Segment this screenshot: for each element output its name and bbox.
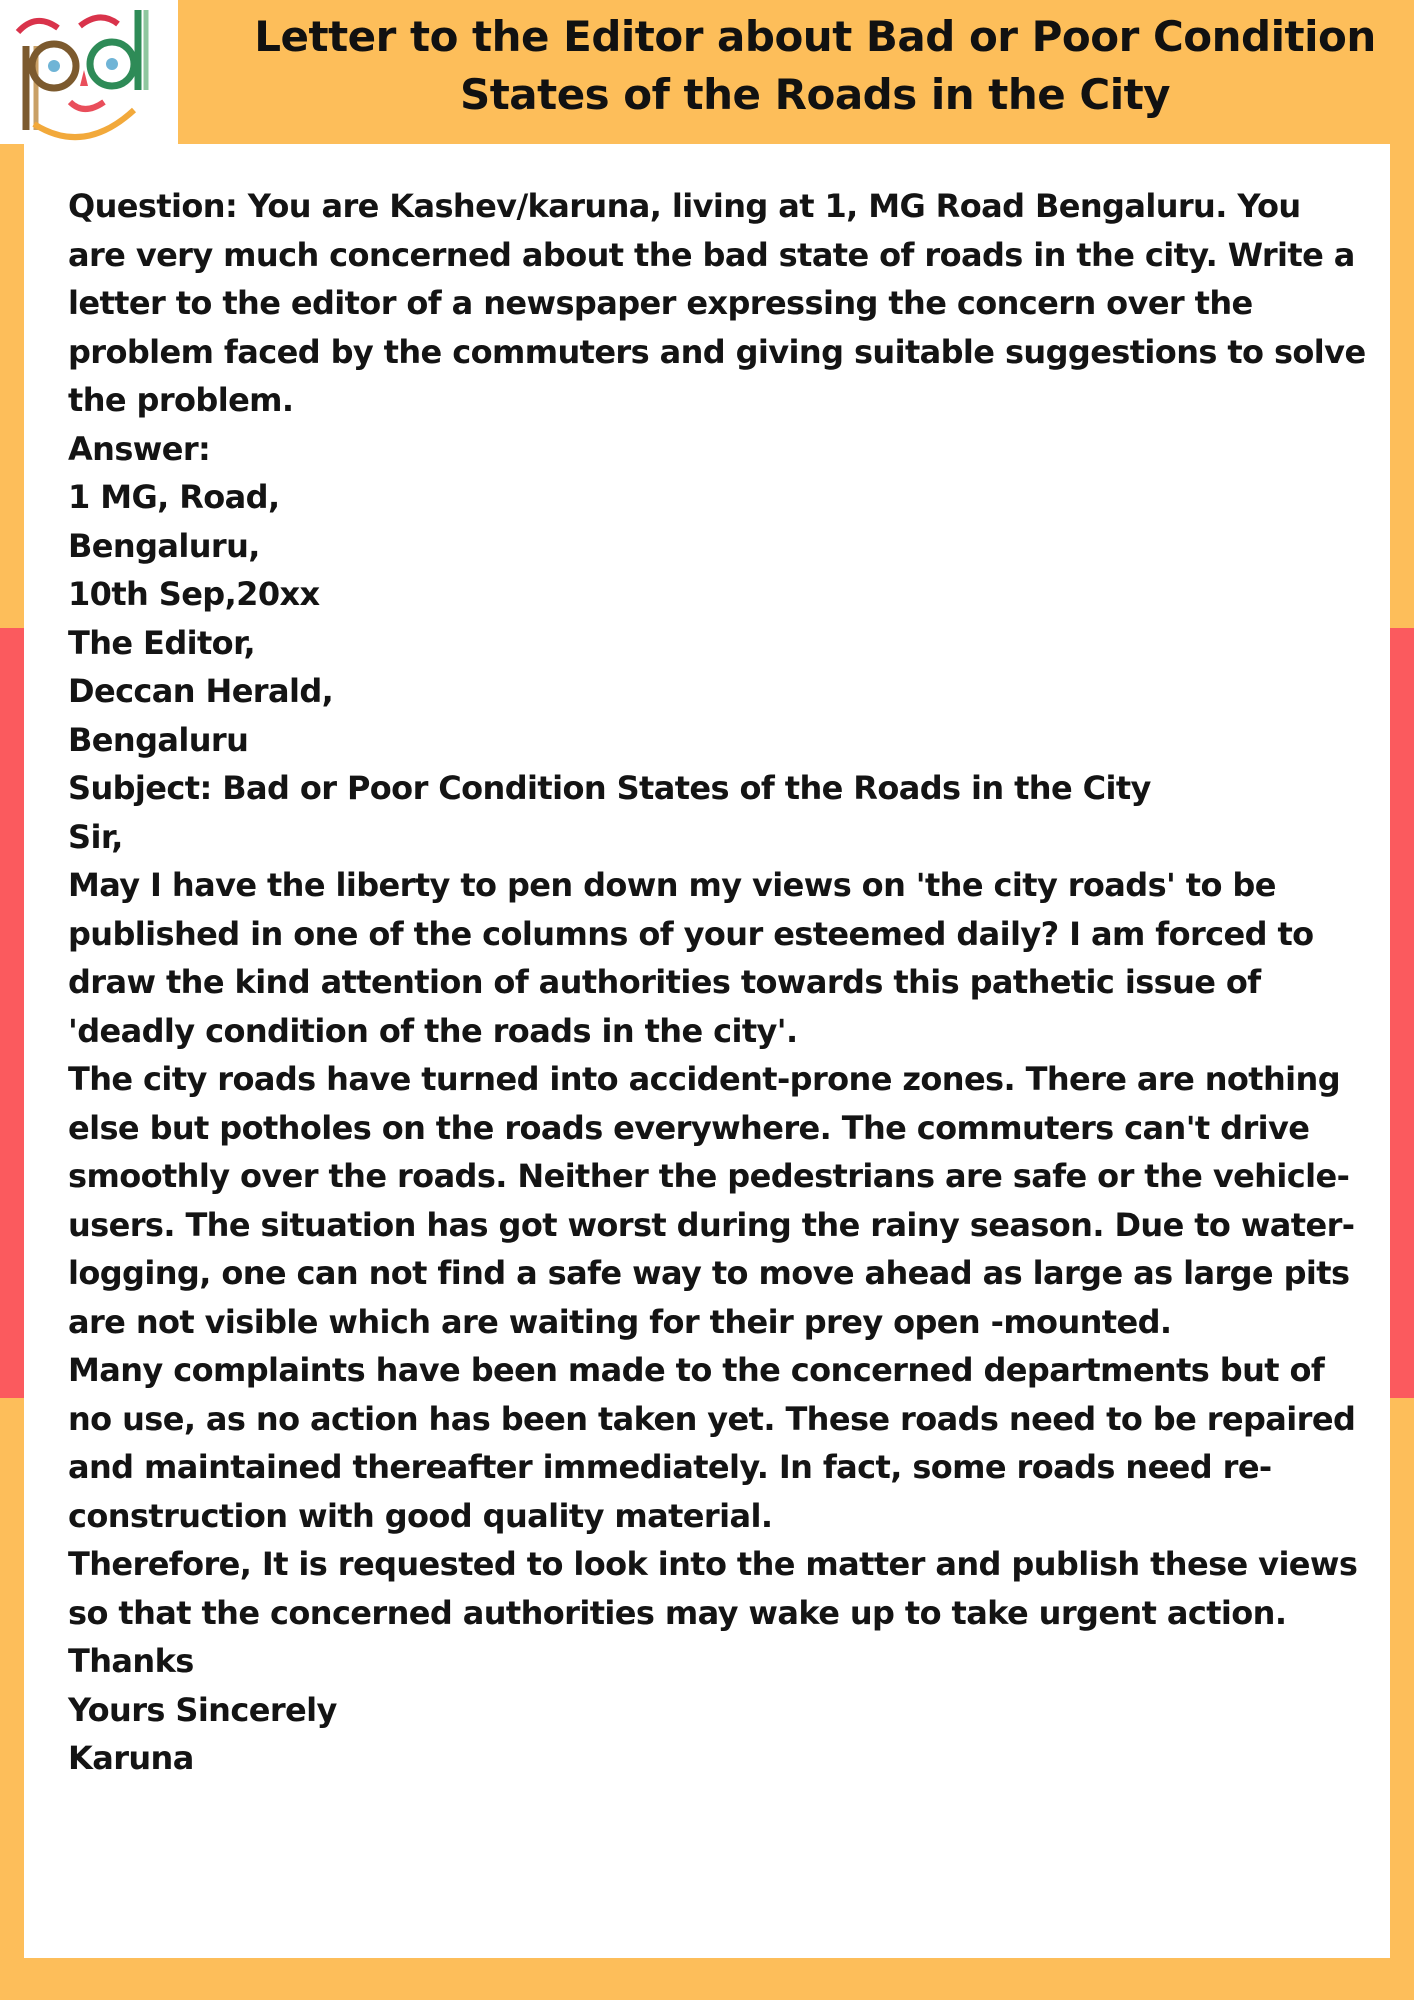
pd-face-logo-icon (14, 6, 164, 146)
right-accent-band (1390, 628, 1414, 1398)
subject-line: Subject: Bad or Poor Condition States of the Roads in the City (68, 769, 1151, 807)
page-title (225, 8, 1405, 124)
title-line-1: Letter to the Editor about Bad or Poor Condition (254, 12, 1376, 61)
recipient-line-1: The Editor, (68, 623, 256, 662)
title-line-2: States of the Roads in the City (459, 70, 1171, 119)
closing-line: Yours Sincerely (68, 1690, 337, 1729)
paragraph-1: May I have the liberty to pen down my views on 'the city roads' to be published in one of the columns of your esteemed daily? I am forced to draw the kind attention of authorities towards this pathetic issue of 'deadly condition of the roads in the city'. (68, 866, 1314, 1050)
answer-label: Answer: (68, 429, 211, 468)
letter-date: 10th Sep,20xx (68, 575, 320, 613)
thanks-line: Thanks (68, 1642, 194, 1680)
salutation: Sir, (68, 817, 123, 856)
question-text: Question: You are Kashev/karuna, living at 1, MG Road Bengaluru. You are very much concerned about the bad state of roads in the city. Write a letter to the editor of a newspaper expressing the concern over the problem faced by the commuters and giving suitable suggestions to solve the problem. (68, 187, 1366, 419)
sender-address-line-2: Bengaluru, (68, 526, 260, 565)
letter-body (68, 182, 1368, 1783)
sender-address-line-1: 1 MG, Road, (68, 478, 280, 516)
letter-card (24, 144, 1390, 1958)
paragraph-4: Therefore, It is requested to look into the matter and publish these views so that the concerned authorities may wake up to take urgent action. (68, 1545, 1358, 1632)
paragraph-3: Many complaints have been made to the concerned departments but of no use, as no action has been taken yet. These roads need to be repaired and maintained thereafter immediately. In fact, some roads need re-construction with good quality material. (68, 1351, 1356, 1535)
recipient-line-2: Deccan Herald, (68, 672, 334, 710)
recipient-line-3: Bengaluru (68, 720, 249, 759)
paragraph-2: The city roads have turned into accident-prone zones. There are nothing else but potholes on the roads everywhere. The commuters can't drive smoothly over the roads. Neither the pedestrians are safe or the vehicle-users. The situation has got worst during the rainy season. Due to water-logging, one can not find a safe way to move ahead as large as large pits are not visible which are waiting for their prey open -mounted. (68, 1060, 1355, 1341)
logo (0, 0, 178, 144)
signature: Karuna (68, 1739, 194, 1777)
left-accent-band (0, 628, 24, 1398)
